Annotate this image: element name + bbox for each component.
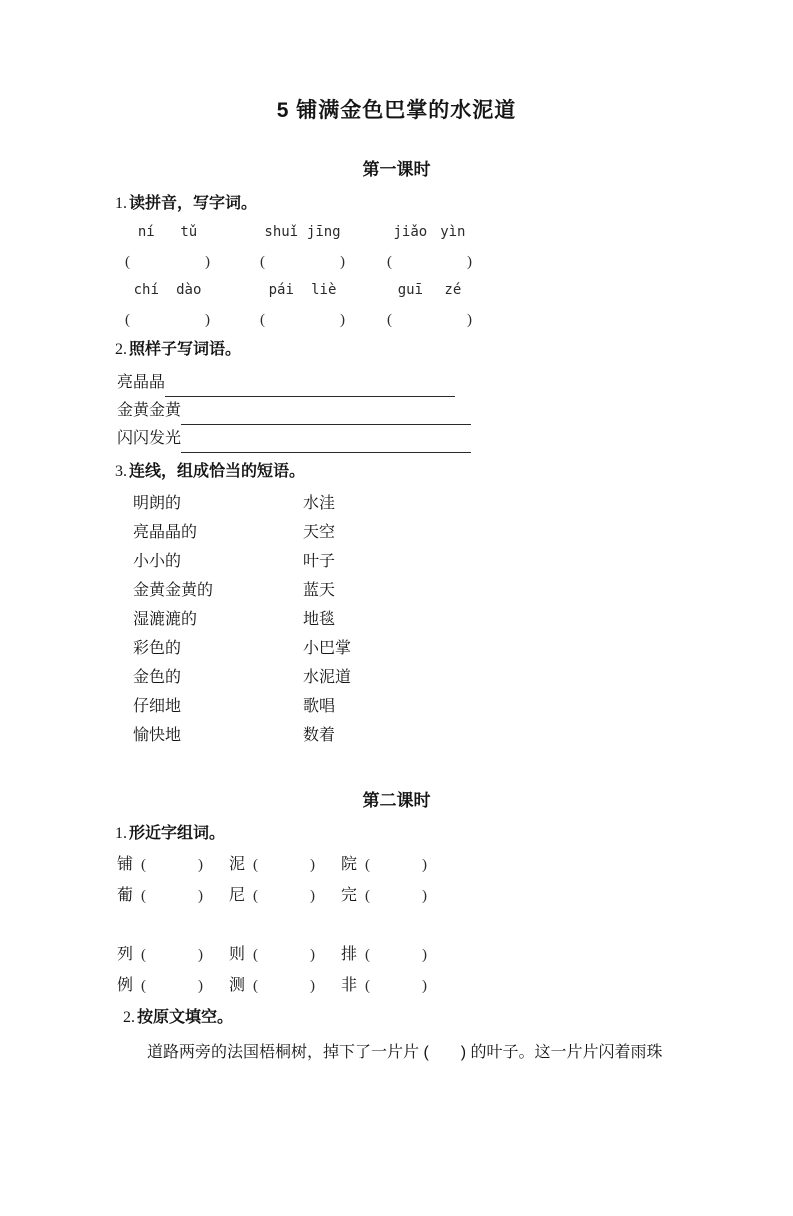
question-text: 读拼音，写字词。	[129, 195, 258, 212]
character-cell	[117, 945, 206, 965]
close-paren: )	[340, 312, 345, 328]
character-row	[117, 976, 793, 996]
answer-blank	[387, 252, 472, 272]
close-paren: )	[205, 254, 210, 270]
pinyin-group	[387, 223, 472, 242]
match-right-item: 叶子	[303, 553, 336, 570]
match-left-item: 彩色的	[133, 640, 182, 657]
pinyin-group	[125, 223, 210, 242]
question-number: 2.	[115, 341, 127, 358]
pinyin-syllable: yìn	[440, 224, 466, 240]
close-paren: )	[205, 312, 210, 328]
close-paren: )	[310, 978, 316, 994]
open-paren: (	[253, 978, 259, 994]
pinyin-syllable: guī	[397, 282, 423, 298]
pinyin-group	[125, 281, 210, 300]
match-left-item: 明朗的	[133, 495, 182, 512]
similar-characters-exercise	[117, 855, 793, 996]
close-paren: )	[310, 947, 316, 963]
character-cell	[117, 976, 206, 996]
match-row	[133, 518, 793, 547]
match-right-item: 蓝天	[303, 582, 336, 599]
pinyin-syllable: chí	[133, 282, 159, 298]
part2-question-2-label	[123, 1008, 793, 1028]
close-paren: )	[198, 857, 204, 873]
question-number: 2.	[123, 1009, 135, 1026]
worksheet-page	[0, 94, 793, 1216]
character: 葡	[117, 887, 134, 904]
word-pattern-line	[117, 397, 793, 425]
character: 铺	[117, 856, 134, 873]
matching-exercise	[133, 489, 793, 750]
character-row	[117, 945, 793, 965]
pinyin-row	[125, 281, 793, 300]
lesson-title: 5 铺满金色巴掌的水泥道	[276, 99, 517, 122]
match-row	[133, 605, 793, 634]
part1-question-3-label	[115, 462, 793, 482]
pinyin-exercise	[125, 223, 793, 330]
close-paren: )	[198, 978, 204, 994]
open-paren: (	[365, 857, 371, 873]
match-row	[133, 547, 793, 576]
question-text: 连线，组成恰当的短语。	[129, 463, 306, 480]
close-paren: )	[467, 312, 472, 328]
open-paren: (	[387, 312, 392, 328]
session-1-heading: 第一课时	[362, 160, 431, 179]
pinyin-group	[260, 223, 345, 242]
open-paren: (	[253, 857, 259, 873]
character-row	[117, 886, 793, 906]
character-cell	[341, 976, 430, 996]
match-left-item: 仔细地	[133, 698, 182, 715]
open-paren: (	[260, 254, 265, 270]
fill-in-passage: 道路两旁的法国梧桐树，掉下了一片片 ( ) 的叶子。这一片片闪着雨珠	[147, 1044, 663, 1061]
open-paren: (	[141, 888, 147, 904]
match-left-item: 小小的	[133, 553, 182, 570]
writing-blank-line	[165, 371, 455, 397]
match-left-item: 金色的	[133, 669, 182, 686]
pinyin-syllable: jīng	[306, 224, 341, 240]
character: 泥	[229, 856, 246, 873]
answer-blank-row	[125, 252, 793, 272]
word-pattern-exercise	[0, 369, 793, 453]
pinyin-syllable: tǔ	[180, 224, 198, 240]
character-cell	[117, 886, 206, 906]
answer-blank	[260, 252, 345, 272]
example-word: 闪闪发光	[117, 430, 182, 447]
close-paren: )	[340, 254, 345, 270]
character: 列	[117, 946, 134, 963]
character-row	[117, 855, 793, 875]
character-cell	[341, 945, 430, 965]
word-pattern-line	[117, 425, 793, 453]
open-paren: (	[387, 254, 392, 270]
character: 测	[229, 977, 246, 994]
question-number: 1.	[115, 195, 127, 212]
character-cell	[341, 855, 430, 875]
character-cell	[117, 855, 206, 875]
open-paren: (	[141, 857, 147, 873]
pinyin-syllable: ní	[137, 224, 155, 240]
pinyin-group	[387, 281, 472, 300]
character: 完	[341, 887, 358, 904]
close-paren: )	[310, 857, 316, 873]
match-left-item: 愉快地	[133, 727, 182, 744]
open-paren: (	[253, 947, 259, 963]
question-number: 1.	[115, 825, 127, 842]
part1-question-1-label	[115, 194, 793, 214]
match-right-item: 天空	[303, 524, 336, 541]
pinyin-syllable: dào	[176, 282, 202, 298]
part2-question-1-label	[115, 824, 793, 844]
pinyin-syllable: liè	[311, 282, 337, 298]
pinyin-row	[125, 223, 793, 242]
writing-blank-line	[181, 399, 471, 425]
open-paren: (	[253, 888, 259, 904]
match-right-item: 水洼	[303, 495, 336, 512]
word-pattern-line	[117, 369, 793, 397]
question-text: 形近字组词。	[129, 825, 226, 842]
character-cell	[341, 886, 430, 906]
close-paren: )	[467, 254, 472, 270]
match-right-item: 水泥道	[303, 669, 352, 686]
open-paren: (	[141, 947, 147, 963]
match-left-item: 金黄金黄的	[133, 582, 214, 599]
match-right-item: 数着	[303, 727, 336, 744]
match-right-item: 地毯	[303, 611, 336, 628]
match-row	[133, 489, 793, 518]
match-row	[133, 692, 793, 721]
character: 院	[341, 856, 358, 873]
writing-blank-line	[181, 427, 471, 453]
match-right-item: 歌唱	[303, 698, 336, 715]
match-left-item: 湿漉漉的	[133, 611, 198, 628]
pinyin-group	[260, 281, 345, 300]
example-word: 亮晶晶	[117, 374, 166, 391]
match-row	[133, 721, 793, 750]
question-text: 照样子写词语。	[129, 341, 242, 358]
character: 尼	[229, 887, 246, 904]
pinyin-syllable: shuǐ	[264, 224, 299, 240]
part1-question-2-label	[115, 340, 793, 360]
open-paren: (	[260, 312, 265, 328]
close-paren: )	[198, 888, 204, 904]
character: 则	[229, 946, 246, 963]
open-paren: (	[365, 978, 371, 994]
match-row	[133, 634, 793, 663]
character: 排	[341, 946, 358, 963]
character-cell	[229, 886, 318, 906]
match-right-item: 小巴掌	[303, 640, 352, 657]
close-paren: )	[422, 978, 428, 994]
close-paren: )	[310, 888, 316, 904]
open-paren: (	[365, 888, 371, 904]
open-paren: (	[125, 254, 130, 270]
close-paren: )	[422, 857, 428, 873]
open-paren: (	[125, 312, 130, 328]
open-paren: (	[365, 947, 371, 963]
question-number: 3.	[115, 463, 127, 480]
pinyin-syllable: zé	[444, 282, 462, 298]
answer-blank-row	[125, 310, 793, 330]
answer-blank	[260, 310, 345, 330]
open-paren: (	[141, 978, 147, 994]
answer-blank	[387, 310, 472, 330]
answer-blank	[125, 310, 210, 330]
match-row	[133, 576, 793, 605]
character-cell	[229, 945, 318, 965]
pinyin-syllable: jiǎo	[393, 224, 428, 240]
match-left-item: 亮晶晶的	[133, 524, 198, 541]
character-cell	[229, 855, 318, 875]
close-paren: )	[422, 888, 428, 904]
character: 非	[341, 977, 358, 994]
answer-blank	[125, 252, 210, 272]
match-row	[133, 663, 793, 692]
character-cell	[229, 976, 318, 996]
character: 例	[117, 977, 134, 994]
close-paren: )	[198, 947, 204, 963]
close-paren: )	[422, 947, 428, 963]
question-text: 按原文填空。	[137, 1009, 234, 1026]
session-2-heading: 第二课时	[362, 791, 431, 810]
pinyin-syllable: pái	[268, 282, 294, 298]
example-word: 金黄金黄	[117, 402, 182, 419]
